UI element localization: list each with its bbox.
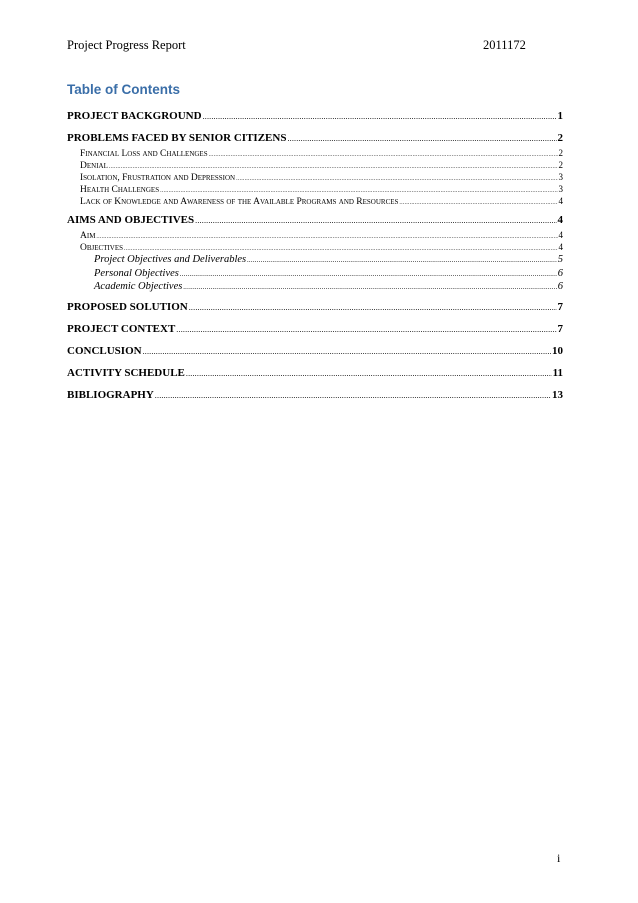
toc-entry-label: CONCLUSION: [67, 344, 142, 357]
toc-page-number: 4: [558, 230, 563, 240]
toc-page-number: 4: [557, 214, 563, 226]
toc-entry-health[interactable]: [67, 183, 563, 195]
toc-entry-label: BIBLIOGRAPHY: [67, 388, 154, 401]
toc-entry-label: Aim: [80, 231, 96, 241]
toc-leader: [203, 108, 557, 126]
toc-page-number: 11: [552, 366, 563, 379]
toc-entry-aims[interactable]: [67, 211, 563, 229]
toc-entry-objectives[interactable]: [67, 241, 563, 253]
toc-leader: [96, 231, 557, 243]
toc-leader: [236, 173, 557, 185]
toc-entry-label: ACTIVITY SCHEDULE: [67, 366, 185, 379]
toc-entry-personal-objectives[interactable]: [67, 267, 563, 281]
toc-leader: [209, 149, 558, 161]
toc-leader: [176, 321, 556, 339]
toc-entry-label: Denial: [80, 161, 108, 171]
toc-entry-label: Isolation, Frustration and Depression: [80, 173, 236, 183]
toc-page-number: 13: [552, 388, 563, 401]
toc-page-number: 3: [558, 172, 563, 182]
page-number: i: [557, 851, 561, 865]
page-header: [67, 38, 564, 54]
toc-leader: [180, 268, 557, 282]
toc-page-number: 7: [557, 300, 563, 313]
toc-leader: [287, 130, 556, 148]
toc-page-number: 1: [557, 110, 563, 122]
toc-entry-lack-of-knowledge[interactable]: [67, 195, 563, 207]
toc-leader: [186, 365, 552, 383]
toc-leader: [183, 281, 556, 295]
toc-page-number: 6: [557, 281, 563, 292]
toc-entry-proposed-solution[interactable]: [67, 298, 563, 316]
toc-entry-label: Personal Objectives: [94, 267, 179, 279]
toc-entry-label: PROPOSED SOLUTION: [67, 300, 188, 313]
toc-entry-label: Health Challenges: [80, 185, 160, 195]
toc-page-number: 4: [558, 242, 563, 252]
toc-entry-label: Objectives: [80, 243, 124, 253]
toc-entry-financial-loss[interactable]: [67, 147, 563, 159]
toc-entry-aim[interactable]: [67, 229, 563, 241]
toc-heading: Table of Contents: [67, 82, 180, 97]
toc-entry-activity-schedule[interactable]: [67, 364, 563, 382]
toc-entry-problems[interactable]: [67, 129, 563, 147]
toc-page-number: 2: [557, 132, 563, 144]
toc-entry-label: PROJECT CONTEXT: [67, 322, 176, 335]
toc-entry-conclusion[interactable]: [67, 342, 563, 360]
toc-entry-label: AIMS AND OBJECTIVES: [67, 214, 195, 226]
toc-leader: [189, 299, 557, 317]
header-title: Project Progress Report: [67, 38, 186, 52]
toc-entry-label: Project Objectives and Deliverables: [94, 254, 247, 265]
toc-entry-bibliography[interactable]: [67, 386, 563, 404]
toc-entry-label: Academic Objectives: [94, 281, 183, 292]
toc-leader: [155, 387, 551, 405]
toc-entry-academic-objectives[interactable]: [67, 280, 563, 294]
toc-entry-isolation[interactable]: [67, 171, 563, 183]
toc-page-number: 10: [552, 344, 563, 357]
toc-entry-label: PROBLEMS FACED BY SENIOR CITIZENS: [67, 132, 287, 144]
header-id: 2011172: [483, 38, 526, 52]
toc-entry-label: PROJECT BACKGROUND: [67, 110, 202, 122]
toc-page-number: 7: [557, 322, 563, 335]
toc-entry-label: Financial Loss and Challenges: [80, 149, 208, 159]
toc-page-number: 6: [557, 267, 563, 279]
toc-page-number: 3: [558, 184, 563, 194]
toc-page-number: 5: [557, 254, 563, 265]
toc-page-number: 2: [558, 160, 563, 170]
toc-entry-project-background[interactable]: [67, 107, 563, 125]
toc-entry-project-objectives[interactable]: [67, 253, 563, 267]
table-of-contents: [67, 107, 563, 404]
toc-page-number: 4: [558, 196, 563, 206]
toc-entry-denial[interactable]: [67, 159, 563, 171]
toc-leader: [195, 212, 556, 230]
toc-leader: [247, 254, 557, 268]
toc-entry-label: Lack of Knowledge and Awareness of the Available Programs and Resources: [80, 197, 399, 207]
toc-leader: [143, 343, 551, 361]
toc-entry-project-context[interactable]: [67, 320, 563, 338]
toc-leader: [399, 197, 557, 209]
toc-page-number: 2: [558, 148, 563, 158]
